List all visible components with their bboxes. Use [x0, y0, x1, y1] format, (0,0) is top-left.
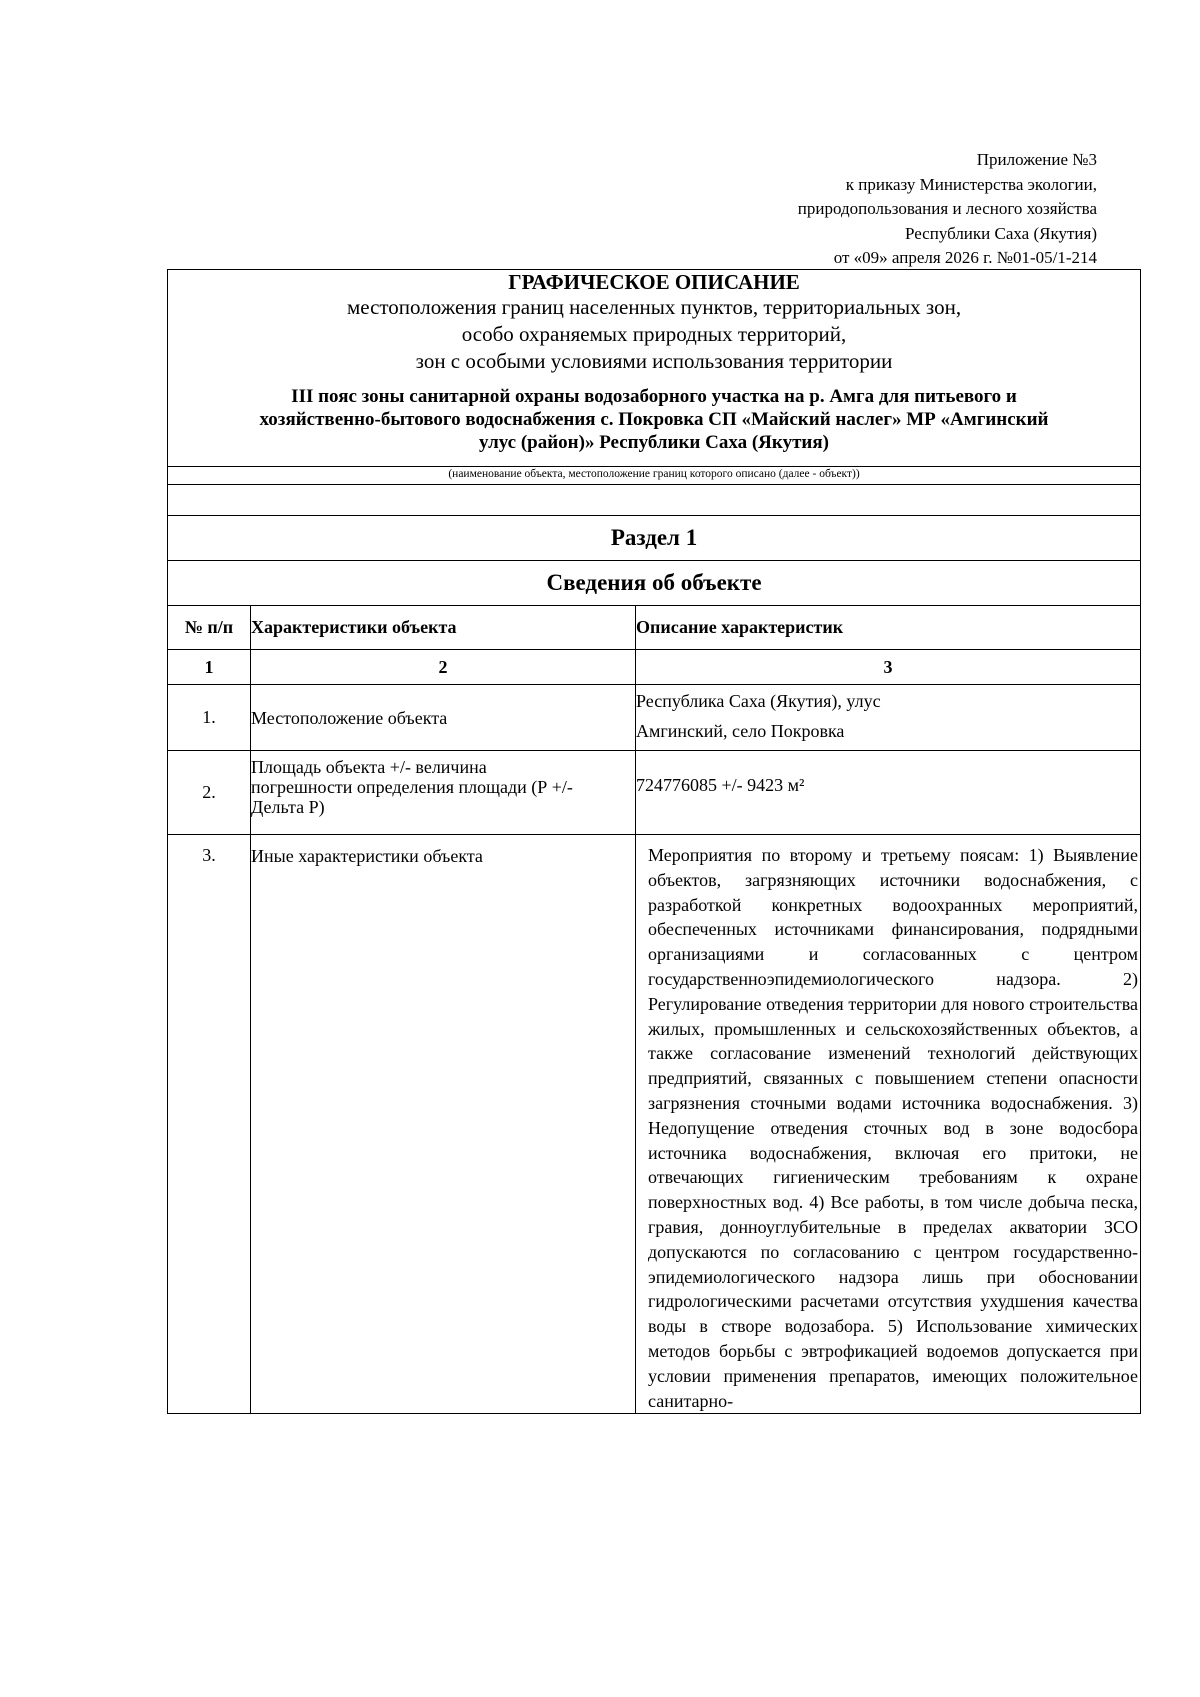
column-number-1: 1 [168, 650, 251, 685]
column-number-3: 3 [636, 650, 1141, 685]
title-cell [168, 270, 1141, 467]
row-characteristic-line: погрешности определения площади (Р +/- [251, 777, 573, 797]
row-description-line: Амгинский, село Покровка [636, 721, 845, 741]
header-number: № п/п [168, 606, 251, 650]
header-line-date: от «09» апреля 2026 г. №01-05/1-214 [833, 248, 1097, 267]
empty-row [168, 485, 1141, 516]
title-sub-line: особо охраняемых природных территорий, [461, 322, 847, 346]
row-characteristic: Местоположение объекта [251, 685, 636, 751]
object-name-line: III пояс зоны санитарной охраны водозаборного участка на р. Амга для питьевого и [291, 386, 1017, 407]
graphic-description-table [167, 269, 1141, 1414]
row-characteristic-line: Площадь объекта +/- величина [251, 757, 487, 777]
row-description [636, 685, 1141, 751]
approval-header [577, 148, 1097, 271]
object-name-line: хозяйственно-бытового водоснабжения с. Покровка СП «Майский наслег» МР «Амгинский [259, 409, 1049, 430]
row-characteristic: Иные характеристики объекта [251, 835, 636, 1414]
document-title: ГРАФИЧЕСКОЕ ОПИСАНИЕ [508, 270, 800, 294]
column-number-2: 2 [251, 650, 636, 685]
table-row [168, 751, 1141, 835]
title-sub-line: местоположения границ населенных пунктов, территориальных зон, [346, 295, 962, 319]
header-line-appendix: Приложение №3 [976, 150, 1097, 169]
row-description: Мероприятия по второму и третьему поясам: 1) Выявление объектов, загрязняющих источники водоснабжения, с разработкой конкретных водоохранных мероприятий, обеспеченных источниками финансирования, подрядными организациями и согласованных с центром государственноэпидемиологического надзора. 2) Регулирование отведения территории для нового строительства жилых, промышленных и сельскохозяйственных объектов, а также согласование изменений технологий действующих предприятий, связанных с повышением степени опасности загрязнения сточными водами источника водоснабжения. 3) Недопущение отведения сточных вод в зоне водосбора источника водоснабжения, включая его притоки, не отвечающих гигиеническим требованиям к охране поверхностных вод. 4) Все работы, в том числе добыча песка, гравия, донноуглубительные в пределах акватории ЗСО допускаются по согласованию с центром государственно- эпидемиологического надзора лишь при обосновании гидрологическими расчетами отсутствия ухудшения качества воды в створе водозабора. 5) Использование химических методов борьбы с эвтрофикацией водоемов допускается при условии применения препаратов, имеющих положительное санитарно- [648, 845, 1139, 1411]
row-number: 3. [168, 835, 251, 1414]
row-number: 2. [168, 751, 251, 835]
header-characteristics: Характеристики объекта [251, 606, 636, 650]
object-name-line: улус (район)» Республики Саха (Якутия) [479, 432, 829, 453]
header-line-order: к приказу Министерства экологии, [845, 174, 1097, 194]
section-subtitle: Сведения об объекте [168, 561, 1141, 606]
header-description: Описание характеристик [636, 606, 1141, 650]
row-characteristic-line: Дельта Р) [251, 797, 325, 817]
table-row [168, 835, 1141, 1414]
section-title: Раздел 1 [168, 516, 1141, 561]
row-description: 724776085 +/- 9423 м² [636, 751, 1141, 835]
title-sub-line: зон с особыми условиями использования территории [415, 349, 893, 373]
object-name-caption: (наименование объекта, местоположение границ которого описано (далее - объект)) [168, 467, 1141, 485]
object-name [168, 385, 1140, 454]
header-line-republic: Республики Саха (Якутия) [904, 223, 1097, 243]
table-row [168, 685, 1141, 751]
row-number: 1. [168, 685, 251, 751]
header-line-ministry: природопользования и лесного хозяйства [797, 199, 1097, 218]
row-description-cell [636, 835, 1141, 1414]
row-description-line: Республика Саха (Якутия), улус [636, 691, 881, 711]
row-characteristic [251, 751, 636, 835]
